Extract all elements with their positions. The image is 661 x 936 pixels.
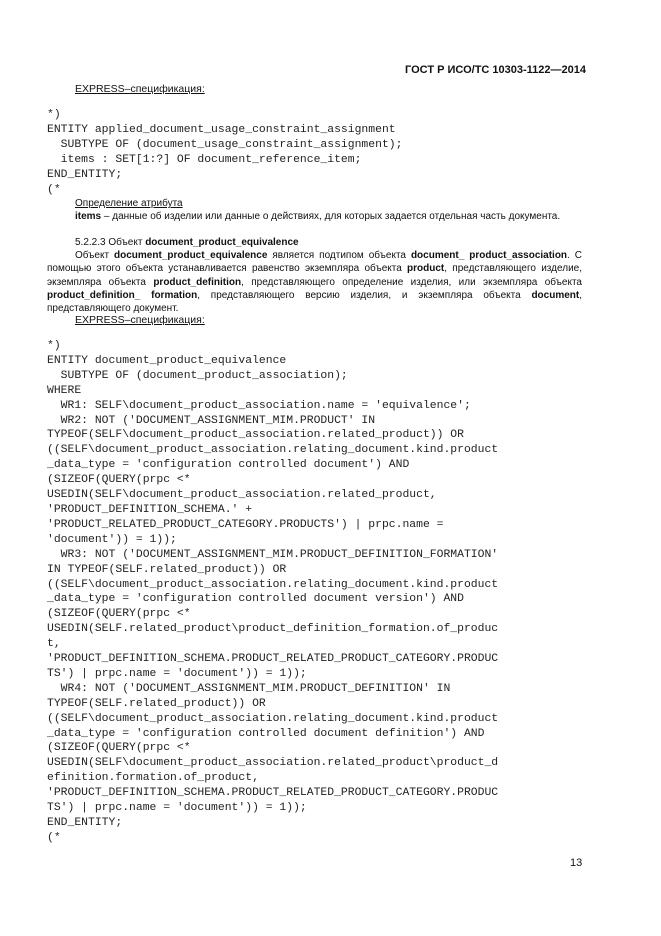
desc-text: , представляющего документ. bbox=[47, 289, 582, 315]
page-number: 13 bbox=[570, 857, 583, 869]
desc-entity: product_definition bbox=[153, 276, 242, 288]
desc-text: , представляющего определение изделия, или экземпляра объекта bbox=[241, 276, 582, 288]
attribute-description: – данные об изделии или данные о действиях, для которых задается отдельная часть документа. bbox=[101, 211, 561, 223]
section-number: 5.2.2.3 Объект bbox=[75, 237, 146, 248]
desc-text: , представляющего изделие, экземпляра объекта bbox=[47, 263, 582, 288]
express-spec-label: EXPRESS–спецификация: bbox=[75, 83, 205, 95]
desc-entity: document_product_equivalence bbox=[114, 250, 268, 262]
desc-entity: product_definition_ formation bbox=[47, 289, 198, 301]
attribute-definition-text bbox=[47, 210, 582, 223]
desc-entity: document bbox=[531, 289, 580, 301]
express-spec-label: EXPRESS–спецификация: bbox=[75, 314, 205, 326]
desc-text: является подтипом объекта bbox=[267, 250, 411, 262]
desc-text: . С помощью этого объекта устанавливается равенство экземпляра объекта bbox=[47, 250, 582, 275]
entity-description bbox=[47, 249, 582, 315]
desc-text: Объект bbox=[75, 250, 115, 262]
section-entity-name: document_product_equivalence bbox=[145, 237, 299, 248]
desc-entity: document_ product_association bbox=[410, 250, 568, 262]
express-code-block: *) ENTITY applied_document_usage_constraint_assignment SUBTYPE OF (document_usage_constraint_assignment); items : SET[1:?] OF document_reference_item; END_ENTITY; (* bbox=[47, 109, 403, 196]
attribute-definition-section bbox=[47, 197, 582, 223]
document-code-header: ГОСТ Р ИСО/ТС 10303-1122—2014 bbox=[405, 64, 586, 76]
attribute-name: items bbox=[75, 211, 102, 223]
entity-section bbox=[47, 236, 582, 315]
attribute-definition-heading: Определение атрибута bbox=[75, 198, 183, 209]
section-heading bbox=[47, 236, 582, 249]
desc-entity: product bbox=[407, 263, 445, 275]
express-code-block: *) ENTITY document_product_equivalence SUBTYPE OF (document_product_association); WHERE WR1: SELF\document_product_association.name = 'equivalence'; WR2: NOT ('DOCUMENT_ASSIGNMENT_MIM.PRODUCT' IN TYPEOF(SELF\document_product_association.related_product)) OR ((SELF\document_product_association.relating_document.kind.product _data_type = 'configuration controlled document') AND (SIZEOF(QUERY(prpc <* USEDIN(SELF\document_product_association.related_product, 'PRODUCT_DEFINITION_SCHEMA.' + 'PRODUCT_RELATED_PRODUCT_CATEGORY.PRODUCTS') | prpc.name = 'document')) = 1)); WR3: NOT ('DOCUMENT_ASSIGNMENT_MIM.PRODUCT_DEFINITION_FORMATION' IN TYPEOF(SELF.related_product)) OR ((SELF\document_product_association.relating_document.kind.product _data_type = 'configuration controlled document version') AND (SIZEOF(QUERY(prpc <* USEDIN(SELF.related_product\product_definition_formation.of_produc t, 'PRODUCT_DEFINITION_SCHEMA.PRODUCT_RELATED_PRODUCT_CATEGORY.PRODUC TS') | prpc.name = 'document')) = 1)); WR4: NOT ('DOCUMENT_ASSIGNMENT_MIM.PRODUCT_DEFINITION' IN TYPEOF(SELF.related_product)) OR ((SELF\document_product_association.relating_document.kind.product _data_type = 'configuration controlled document definition') AND (SIZEOF(QUERY(prpc <* USEDIN(SELF\document_product_association.related_product\product_d efinition.formation.of_product, 'PRODUCT_DEFINITION_SCHEMA.PRODUCT_RELATED_PRODUCT_CATEGORY.PRODUC TS') | prpc.name = 'document')) = 1)); END_ENTITY; (* bbox=[47, 340, 499, 844]
desc-text: , представляющего версию изделия, и экземпляра объекта bbox=[197, 289, 532, 301]
